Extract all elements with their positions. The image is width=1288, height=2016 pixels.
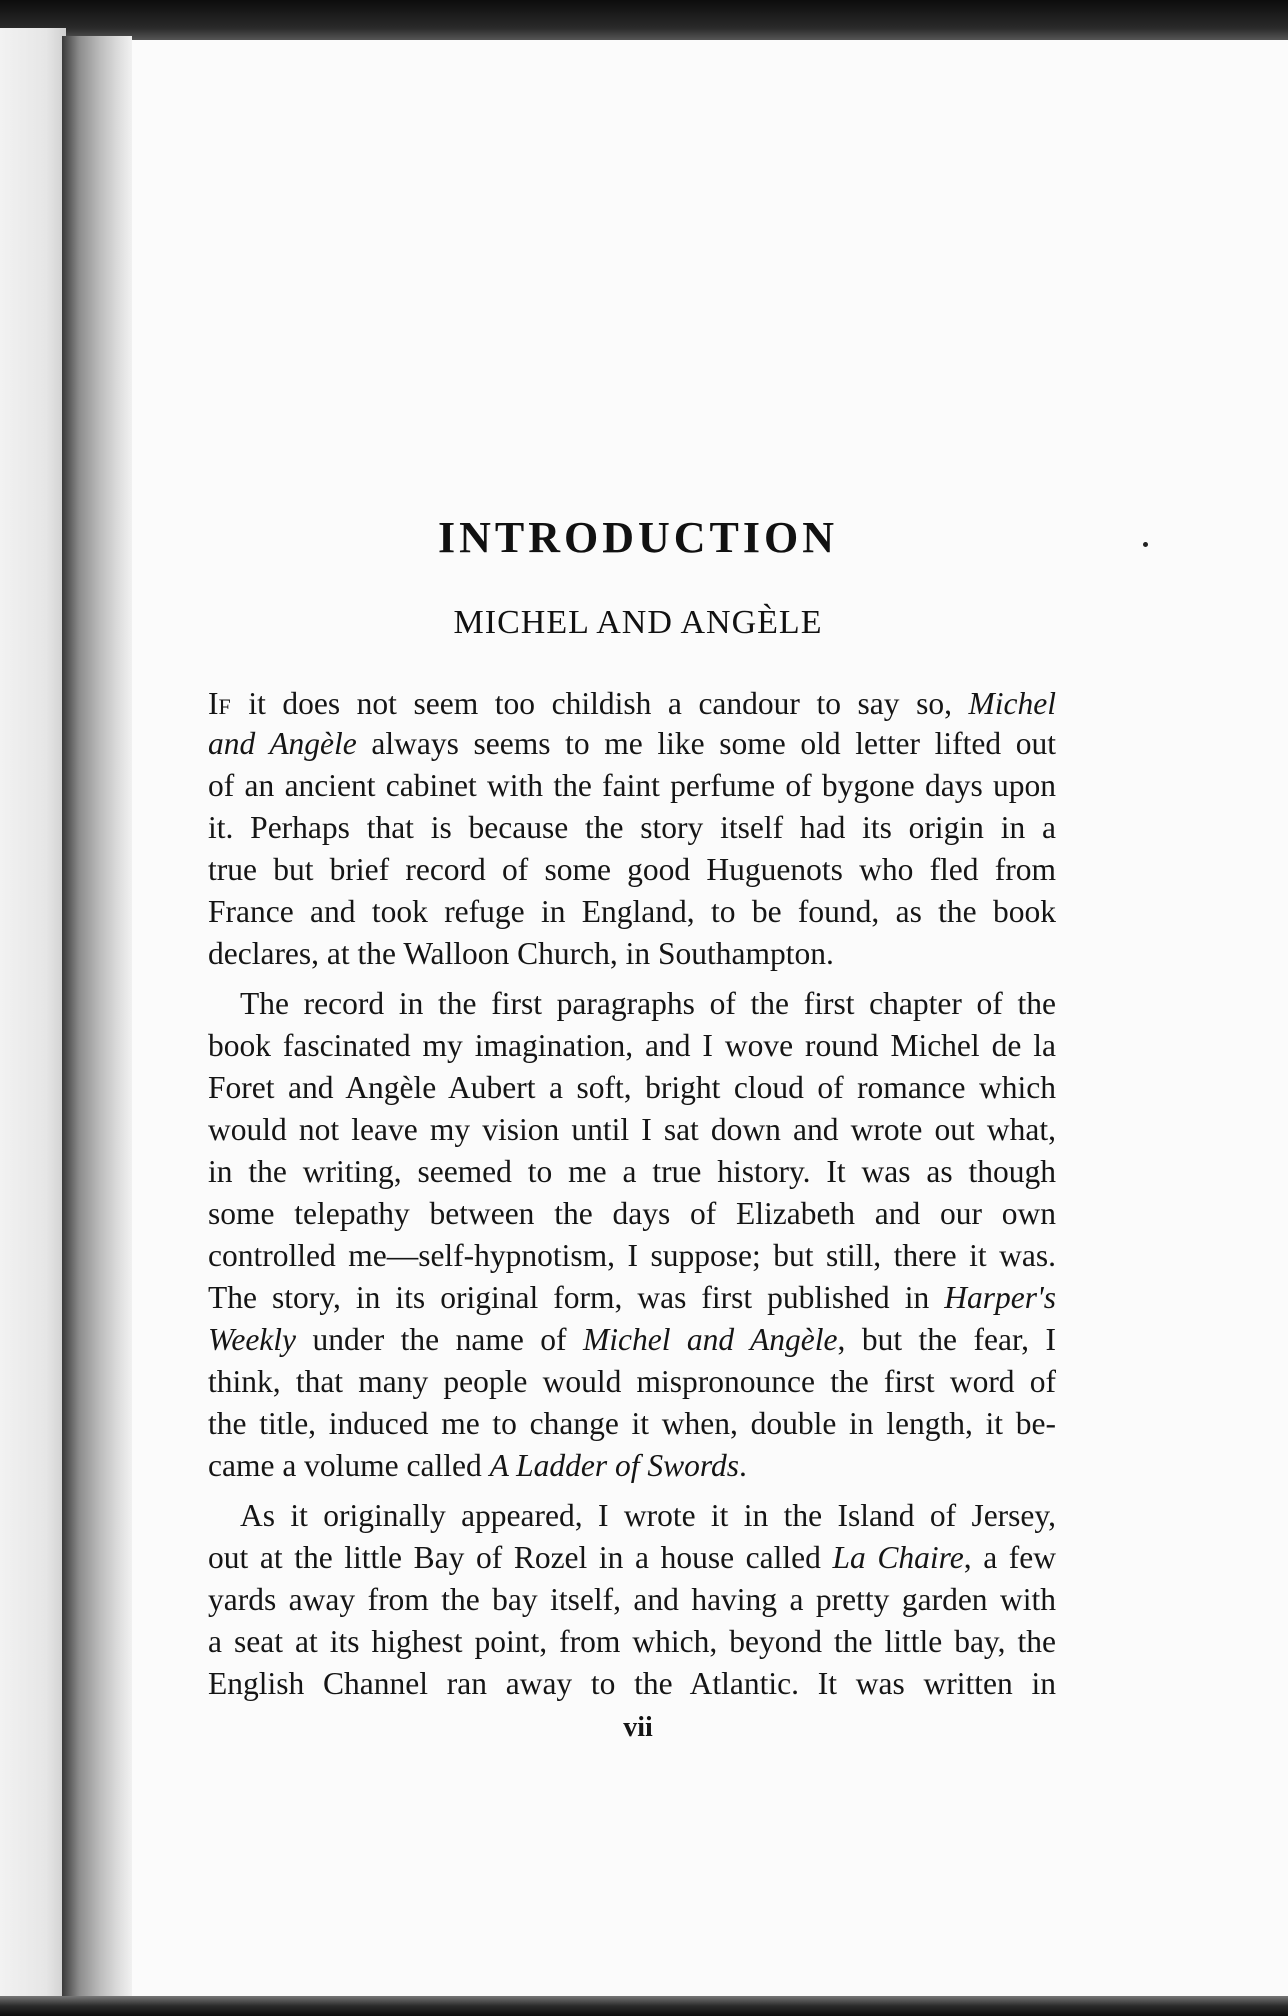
- text-line: declares, at the Walloon Church, in Southampton.: [208, 936, 834, 971]
- chapter-subtitle: MICHEL AND ANGÈLE: [453, 604, 823, 641]
- text-line: a seat at its highest point, from which, beyond the little bay, the: [208, 1624, 1056, 1659]
- text-line: came a volume called A Ladder of Swords.: [208, 1448, 747, 1483]
- text-line: the title, induced me to change it when, double in length, it be-: [208, 1406, 1056, 1441]
- text-line: it. Perhaps that is because the story itself had its origin in a: [208, 810, 1056, 845]
- small-caps: F: [218, 694, 232, 719]
- text-line: As it originally appeared, I wrote it in the Island of Jersey,: [240, 1498, 1056, 1533]
- facing-page-edge: [0, 28, 66, 2003]
- text-line: would not leave my vision until I sat down and wrote out what,: [208, 1112, 1056, 1147]
- page-gutter-shadow: [62, 36, 132, 2003]
- text-line: book fascinated my imagination, and I wove round Michel de la: [208, 1028, 1056, 1063]
- text-line: controlled me—self-hypnotism, I suppose; but still, there it was.: [208, 1238, 1056, 1273]
- scan-top-edge: [0, 0, 1288, 40]
- text-line: France and took refuge in England, to be found, as the book: [208, 894, 1056, 929]
- text-line: think, that many people would mispronounce the first word of: [208, 1364, 1056, 1399]
- text-line: out at the little Bay of Rozel in a house called La Chaire, a few: [208, 1540, 1057, 1575]
- page-title: INTRODUCTION: [437, 513, 839, 562]
- text-line: yards away from the bay itself, and having a pretty garden with: [208, 1582, 1056, 1617]
- text-line: The record in the first paragraphs of the first chapter of the: [240, 986, 1056, 1021]
- text-line: some telepathy between the days of Elizabeth and our own: [208, 1196, 1056, 1231]
- text-line: IF it does not seem too childish a candour to say so, Michel: [208, 686, 1056, 721]
- text-line: Weekly under the name of Michel and Angèle, but the fear, I: [208, 1322, 1056, 1357]
- text-line: of an ancient cabinet with the faint perfume of bygone days upon: [208, 768, 1056, 803]
- scan-bottom-edge: [0, 1996, 1288, 2016]
- text-line: and Angèle always seems to me like some old letter lifted out: [208, 726, 1056, 761]
- page-number: vii: [623, 1712, 653, 1743]
- text-line: true but brief record of some good Huguenots who fled from: [208, 852, 1056, 887]
- text-line: in the writing, seemed to me a true history. It was as though: [208, 1154, 1056, 1189]
- text-line: The story, in its original form, was first published in Harper's: [208, 1280, 1056, 1315]
- text-line: Foret and Angèle Aubert a soft, bright cloud of romance which: [208, 1070, 1056, 1105]
- drop-cap: I: [208, 686, 219, 721]
- text-line: English Channel ran away to the Atlantic. It was written in: [208, 1666, 1056, 1701]
